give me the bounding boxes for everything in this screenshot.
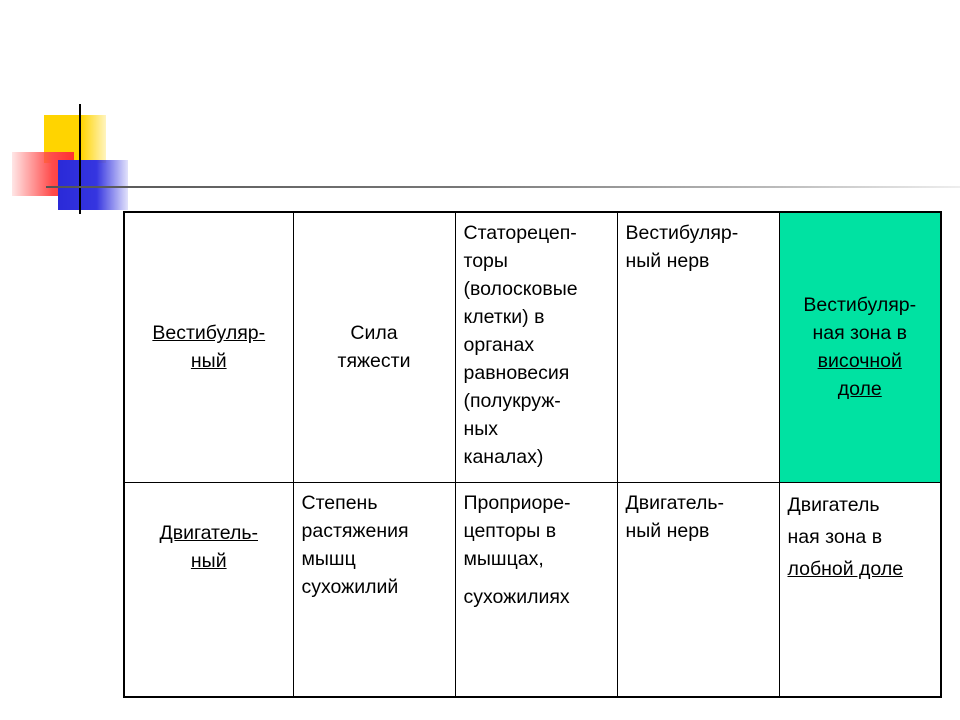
cell-text: Двигатель — [787, 493, 880, 516]
cell-text: Статорецеп- — [463, 222, 577, 244]
cell-text: клетки) в — [463, 306, 545, 328]
cell-text: мышцах, — [463, 547, 544, 570]
logo-vertical-line — [79, 104, 81, 214]
table-row — [124, 482, 941, 697]
cell-text: Степень — [301, 491, 378, 514]
cortex-zone-cell — [779, 482, 941, 697]
cell-text: сухожилиях — [463, 585, 570, 608]
logo-blue-square — [58, 160, 128, 210]
cell-text: Сила — [350, 322, 398, 345]
cell-text: (волосковые — [463, 278, 578, 300]
analyzer-name-cell — [124, 482, 293, 697]
cell-text: тяжести — [337, 350, 411, 373]
stimulus-cell — [293, 212, 455, 482]
cell-text: Двигатель- — [159, 521, 258, 544]
analyzer-table — [123, 211, 942, 698]
cell-text: Вестибуляр- — [152, 322, 266, 345]
receptor-cell — [455, 482, 617, 697]
receptor-cell — [455, 212, 617, 482]
cell-text: сухожилий — [301, 575, 399, 598]
cell-text: ная зона в — [787, 525, 883, 548]
logo-red-square — [12, 152, 74, 196]
cell-text: доле — [837, 378, 882, 401]
cell-text: Проприоре- — [463, 491, 571, 514]
cell-text: каналах) — [463, 446, 544, 468]
cell-text: торы — [463, 250, 508, 272]
cell-text: лобной доле — [787, 557, 904, 580]
logo-yellow-square — [44, 115, 106, 163]
nerve-cell — [617, 482, 779, 697]
analyzer-name-cell — [124, 212, 293, 482]
title-divider-line — [46, 186, 960, 188]
table-row — [124, 212, 941, 482]
cell-text: Вестибуляр- — [625, 222, 739, 244]
cell-text: растяжения — [301, 519, 409, 542]
cell-text: ный нерв — [625, 519, 710, 542]
cell-text: мышц — [301, 547, 356, 570]
nerve-cell — [617, 212, 779, 482]
cell-text: Двигатель- — [625, 491, 724, 514]
cell-text: ный — [190, 549, 227, 572]
cell-text: височной — [817, 350, 902, 373]
cortex-zone-cell — [779, 212, 941, 482]
slide-logo-decoration — [0, 0, 960, 230]
cell-text: Вестибуляр- — [803, 294, 917, 317]
cell-text: равновесия — [463, 362, 570, 384]
cell-text: ный — [190, 350, 227, 373]
cell-text: цепторы в — [463, 519, 557, 542]
cell-text: ных — [463, 418, 499, 440]
cell-text: органах — [463, 334, 535, 356]
cell-text: ная зона в — [812, 322, 908, 345]
stimulus-cell — [293, 482, 455, 697]
spacer — [464, 573, 609, 583]
cell-text: (полукруж- — [463, 390, 561, 412]
cell-text: ный нерв — [625, 250, 710, 272]
